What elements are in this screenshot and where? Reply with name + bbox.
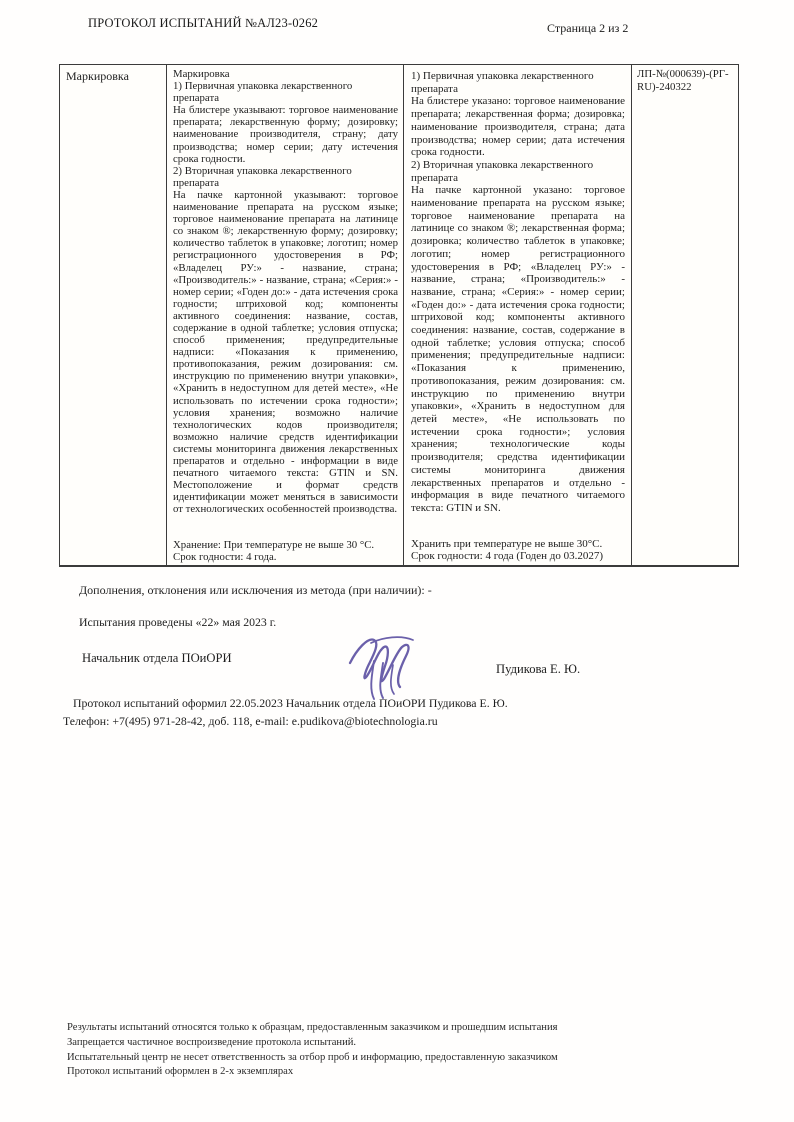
row-label: Маркировка [66, 69, 129, 83]
requirements-storage: Хранение: При температуре не выше 30 °C. [173, 538, 375, 551]
results-paragraph: 1) Первичная упаковка лекарственного препарата [411, 70, 594, 95]
requirements-shelf-life: Срок годности: 4 года. [173, 550, 277, 563]
signatory-name: Пудикова Е. Ю. [496, 662, 581, 676]
requirements-paragraph: На пачке картонной указывают: торговое наименование препарата на русском языке; торговое наименование препарата на латинице со знаком ®; лекарственную форму; дозировку; количество таблеток в упаковке; логотип; номер регистрационного удостоверения в РФ; «Владелец РУ:» - название, страна; «Производитель:» - название, страна; «Серия:» - номер серии; «Годен до:» - дата истечения срока годности; штриховой код; компоненты активного соединения: название, состав, содержание в одной таблетке; условия отпуска; способ применения; предупредительные надписи: «Показания к применению, противопоказания, режим дозирования: см. инструкцию по применению внутри упаковки», «Хранить в недоступном для детей месте», «Не использовать по истечении срока годности»; условия хранения; возможно наличие технологических кодов производителя; возможно наличие средств идентификации системы мониторинга движения лекарственных препаратов и отдельно - информации в виде печатного читаемого текста: GTIN и SN. Местоположение и формат средств идентификации может меняться в зависимости от технологических особенностей производства. [173, 188, 398, 516]
results-storage: Хранить при температуре не выше 30°С. [411, 537, 603, 550]
results-paragraph: На пачке картонной указано: торговое наименование препарата на русском языке; торговое наименование препарата на латинице со знаком ®; лекарственная форма; дозировка; количество таблеток в упаковке; логотип; номер регистрационного удостоверения в РФ; «Владелец РУ:» - название, страна; «Производитель:» - название, страна; «Серия:» - номер серии; «Годен до:» - дата истечения срока годности; штриховой код; компоненты активного соединения: название, состав, содержание в одной таблетке; условия отпуска; способ применения; предупредительные надписи: «Показания к применению, противопоказания, режим дозирования: см. инструкцию по применению внутри упаковки», «Хранить в недоступном для детей месте», «Не использовать по истечении срока годности»; условия хранения; технологические коды производителя; средства идентификации системы мониторинга движения лекарственных препаратов и отдельно - информация в виде печатного читаемого текста: GTIN и SN. [411, 184, 625, 514]
protocol-formed-line: Протокол испытаний оформил 22.05.2023 Начальник отдела ПОиОРИ Пудикова Е. Ю. [73, 696, 508, 710]
tested-date-note: Испытания проведены «22» мая 2023 г. [79, 615, 277, 629]
requirements-paragraph: На блистере указывают: торговое наименование препарата; лекарственную форму; дозировку; наименование производителя, страну; дату производства; номер серии; дату истечения срока годности. [173, 104, 398, 165]
results-storage-block [411, 538, 625, 563]
footer-line: Испытательный центр не несет ответственность за отбор проб и информацию, предоставленную заказчиком [67, 1051, 558, 1063]
page-number: Страница 2 из 2 [547, 21, 629, 35]
registration-cell [631, 65, 738, 565]
registration-number: ЛП-№(000639)-(РГ-RU)-240322 [637, 68, 729, 93]
footer-disclaimer [67, 1021, 707, 1080]
footer-line: Результаты испытаний относятся только к образцам, предоставленным заказчиком и прошедшим испытания [67, 1022, 558, 1033]
requirements-paragraph: 2) Вторичная упаковка лекарственного препарата [173, 164, 352, 189]
row-label-cell [60, 65, 166, 565]
requirements-cell [166, 65, 403, 565]
results-shelf-life: Срок годности: 4 года (Годен до 03.2027) [411, 550, 604, 563]
protocol-title: ПРОТОКОЛ ИСПЫТАНИЙ №АЛ23-0262 [88, 16, 319, 30]
footer-line: Запрещается частичное воспроизведение протокола испытаний. [67, 1036, 357, 1048]
results-paragraph: На блистере указано: торговое наименование препарата; лекарственная форма; дозировка; наименование производителя, страна; дата производства; номер серии; дата истечения срока годности. [411, 95, 625, 159]
handwritten-signature [343, 631, 427, 705]
requirements-storage-block [173, 539, 398, 563]
footer-line: Протокол испытаний оформлен в 2-х экземплярах [67, 1066, 294, 1078]
requirements-paragraph: 1) Первичная упаковка лекарственного препарата [173, 80, 353, 105]
addendum-note: Дополнения, отклонения или исключения из метода (при наличии): - [79, 583, 432, 597]
results-cell [403, 65, 631, 565]
results-paragraph: 2) Вторичная упаковка лекарственного препарата [411, 158, 594, 184]
contact-line: Телефон: +7(495) 971-28-42, доб. 118, e-mail: e.pudikova@biotechnologia.ru [63, 714, 438, 728]
signatory-role: Начальник отдела ПОиОРИ [82, 651, 232, 665]
requirements-title: Маркировка [173, 68, 230, 80]
marking-table [59, 64, 739, 567]
